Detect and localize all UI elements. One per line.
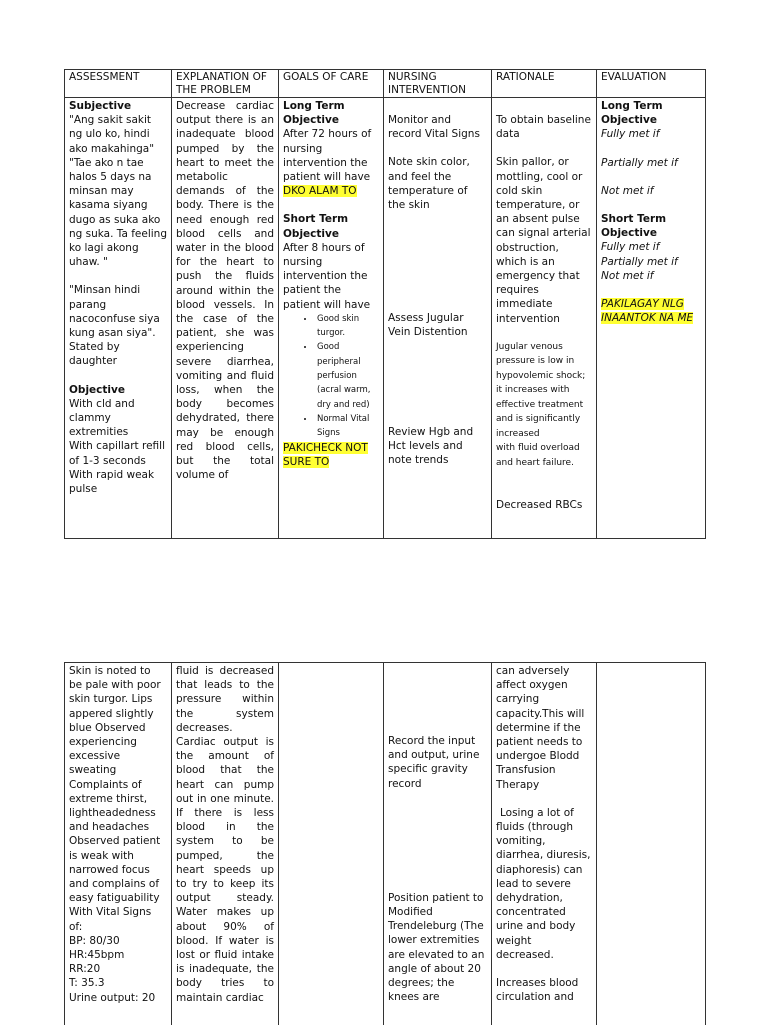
header-assessment: ASSESSMENT (65, 70, 172, 98)
objective-item-3: With rapid weak pulse (69, 468, 155, 496)
goals-cell (279, 98, 384, 539)
care-plan-table-page-2 (64, 662, 706, 1025)
evaluation-cell-2 (597, 663, 706, 1025)
vital-temp: T: 35.3 (69, 977, 105, 990)
intervention-1: Monitor and record Vital Signs (388, 114, 480, 141)
header-intervention: NURSING INTERVENTION (384, 70, 492, 98)
rationale-2: Skin pallor, or mottling, cool or cold skin temperature, or an absent pulse can signal arterial obstruction, which is an emergency that requires immediate intervention (496, 156, 591, 325)
assessment-cell (65, 98, 172, 539)
eval-fully-met: Fully met if (601, 128, 660, 141)
objective-label: Objective (69, 383, 125, 396)
assessment-cell-2 (65, 663, 172, 1025)
header-evaluation: EVALUATION (597, 70, 706, 98)
evaluation-cell (597, 98, 706, 539)
vital-hr: HR:45bpm (69, 949, 125, 962)
eval-partially-met: Partially met if (601, 156, 678, 169)
eval-fully-met-2: Fully met if (601, 241, 660, 254)
goals-cell-2 (279, 663, 384, 1025)
explanation-cell: Decrease cardiac output there is an inadequate blood pumped by the heart to meet the metabolic demands of the body. There is the need enough red blood cells and water in the blood for the heart to push the fluids around within the blood vessels. In the case of the patient, she was experiencing severe diarrhea, vomiting and fluid loss, when the body becomes dehydrated, there may be enough red blood cells, but the total volume of (172, 98, 279, 539)
vital-rr: RR:20 (69, 963, 101, 976)
rationale-7: Increases blood circulation and (496, 977, 579, 1004)
intervention-cell-2 (384, 663, 492, 1025)
rationale-3b: it increases with effective treatment and is significantly increased (496, 385, 584, 439)
assessment-text-2: Skin is noted to be pale with poor skin turgor. Lips appered slightly blue Observed experiencing excessive sweating Complaints of extreme thirst, lightheadedness and headaches Observed patient is weak with narrowed focus and complains of easy fatiguability With Vital Signs of: (69, 665, 161, 933)
intervention-6: Position patient to Modified Trendeleburg (The lower extremities are elevated to an angle of about 20 degrees; the knees are (388, 891, 485, 1004)
short-term-list (283, 312, 379, 441)
subjective-label: Subjective (69, 100, 132, 112)
short-term-label: Short Term Objective (283, 213, 349, 240)
rationale-cell (492, 98, 597, 539)
list-item: • Good peripheral perfusion (acral warm, dry and red) (315, 340, 379, 411)
intervention-5: Record the input and output, urine specific gravity record (388, 735, 480, 790)
intervention-2: Note skin color, and feel the temperature of the skin (388, 156, 470, 212)
short-term-highlight: PAKICHECK NOT SURE TO (283, 441, 368, 468)
vital-bp: BP: 80/30 (69, 934, 120, 947)
objective-item-2: With capillart refill of 1-3 seconds (69, 440, 166, 467)
eval-short-label: Short Term Objective (601, 213, 667, 240)
rationale-3c: with fluid overload and heart failure. (496, 443, 580, 468)
intervention-3: Assess Jugular Vein Distention (388, 312, 468, 339)
eval-highlight: PAKILAGAY NLG INAANTOK NA ME (601, 298, 694, 325)
rationale-cell-2 (492, 663, 597, 1025)
eval-long-label: Long Term Objective (601, 100, 663, 127)
eval-not-met-2: Not met if (601, 269, 654, 282)
vital-urine: Urine output: 20 (69, 991, 156, 1004)
subjective-quote-3: "Minsan hindi parang nacoconfuse siya kung asan siya". Stated by daughter (69, 284, 160, 368)
objective-item-1: With cld and clammy extremities (69, 397, 135, 439)
long-term-highlight: DKO ALAM TO (283, 185, 357, 198)
rationale-4: Decreased RBCs (496, 499, 583, 512)
list-item: • Good skin turgor. (315, 312, 379, 341)
care-plan-table-page-1 (64, 69, 706, 539)
header-explanation: EXPLANATION OF THE PROBLEM (172, 70, 279, 98)
subjective-quote-1: "Ang sakit sakit ng ulo ko, hindi ako makahinga" (69, 114, 155, 155)
subjective-quote-2: "Tae ako n tae halos 5 days na minsan may kasama siyang dugo as suka ako ng suka. Ta feeling ko lagi akong uhaw. " (69, 156, 168, 269)
long-term-text: After 72 hours of nursing intervention the patient will have (283, 128, 372, 184)
intervention-cell (384, 98, 492, 539)
short-term-text: After 8 hours of nursing intervention the patient the patient will have (283, 241, 371, 311)
intervention-4: Review Hgb and Hct levels and note trends (388, 425, 474, 467)
rationale-5: can adversely affect oxygen carrying capacity.This will determine if the patient needs to undergoe Blodd Transfusion Therapy (496, 665, 585, 791)
rationale-3a: Jugular venous pressure is low in hypovolemic shock; (496, 341, 586, 381)
long-term-label: Long Term Objective (283, 100, 345, 127)
list-item: • Normal Vital Signs (315, 412, 379, 441)
rationale-1: To obtain baseline data (496, 114, 591, 141)
rationale-6: Losing a lot of fluids (through vomiting, diarrhea, diuresis, diaphoresis) can lead to severe dehydration, concentrated urine and body weight decreased. (496, 806, 591, 961)
header-goals: GOALS OF CARE (279, 70, 384, 98)
explanation-cell-2: fluid is decreased that leads to the pressure within the system decreases. Cardiac output is the amount of blood that the heart can pump out in one minute. If there is less blood in the system to be pumped, the heart speeds up to try to keep its output steady. Water makes up about 90% of blood. If water is lost or fluid intake is inadequate, the body tries to maintain cardiac (172, 663, 279, 1025)
eval-partially-met-2: Partially met if (601, 255, 678, 268)
eval-not-met: Not met if (601, 184, 654, 197)
header-rationale: RATIONALE (492, 70, 597, 98)
